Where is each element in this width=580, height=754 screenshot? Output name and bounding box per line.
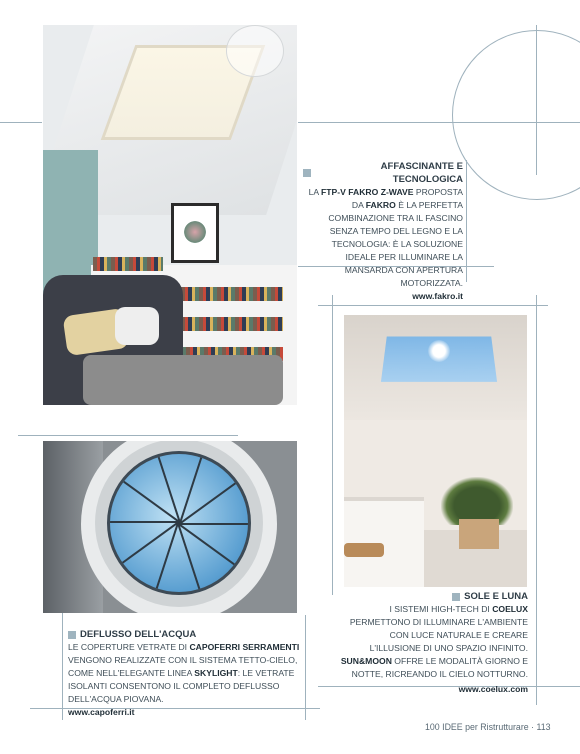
potted-plant: [441, 477, 513, 525]
caption-title: SOLE E LUNA: [340, 590, 528, 603]
decorative-arc: [452, 30, 580, 200]
pillow: [115, 307, 159, 345]
blanket: [83, 355, 283, 405]
rule-top-left: [0, 122, 42, 123]
square-bullet-icon: [303, 169, 311, 177]
caption-coelux: [340, 590, 528, 696]
rule-coelux-left: [332, 295, 333, 595]
wall-picture: [171, 203, 219, 263]
round-skylight-glass: [107, 451, 251, 595]
square-bullet-icon: [452, 593, 460, 601]
caption-fakro: [303, 160, 463, 303]
photo-attic-bedroom: [43, 25, 297, 405]
pendant-lamp: [226, 25, 284, 77]
stool: [344, 543, 384, 557]
rule-coelux-top: [318, 305, 548, 306]
rule-coelux-right: [536, 295, 537, 705]
caption-capoferri: [68, 628, 304, 719]
caption-body: LA FTP-V FAKRO Z-WAVE PROPOSTA DA FAKRO È LA PERFETTA COMBINAZIONE TRA IL FASCINO SENZA TEMPO DEL LEGNO E LA TECNOLOGIA: È LA SOLUZIONE IDEALE PER ILLUMINARE LA MANSARDA CON APERTURA MOTORIZZATA.: [308, 187, 463, 288]
photo-round-skylight: [43, 441, 297, 613]
caption-body: LE COPERTURE VETRATE DI CAPOFERRI SERRAMENTI VENGONO REALIZZATE CON IL SISTEMA TETTO-CIELO, COME NELL'ELEGANTE LINEA SKYLIGHT: LE VETRATE ISOLANTI CONSENTONO IL COMPLETO DEFLUSSO DELL'ACQUA PIOVANA.: [68, 642, 300, 704]
caption-title: DEFLUSSO DELL'ACQUA: [68, 628, 304, 641]
rule-fakro-vert: [466, 160, 467, 282]
caption-url[interactable]: www.capoferri.it: [68, 707, 135, 717]
rule-capo-right: [305, 615, 306, 720]
caption-title: AFFASCINANTE E TECNOLOGICA: [303, 160, 463, 186]
caption-url[interactable]: www.fakro.it: [412, 291, 463, 301]
kitchen-counter: [344, 497, 424, 587]
rule-dome-top: [18, 435, 238, 436]
caption-body: I SISTEMI HIGH-TECH DI COELUX PERMETTONO DI ILLUMINARE L'AMBIENTE CON LUCE NATURALE E CREARE L'ILLUSIONE DI UNO SPAZIO INFINITO. SUN&MOON OFFRE LE MODALITÀ GIORNO E NOTTE, RICREANDO IL CIELO NOTTURNO.: [340, 604, 528, 679]
photo-coelux-kitchen: [344, 315, 527, 587]
page-folio: 100 IDEE per Ristrutturare · 113: [425, 722, 551, 732]
square-bullet-icon: [68, 631, 76, 639]
caption-url[interactable]: www.coelux.com: [458, 684, 528, 694]
rule-capo-left: [62, 600, 63, 720]
sun-spot: [428, 340, 450, 362]
